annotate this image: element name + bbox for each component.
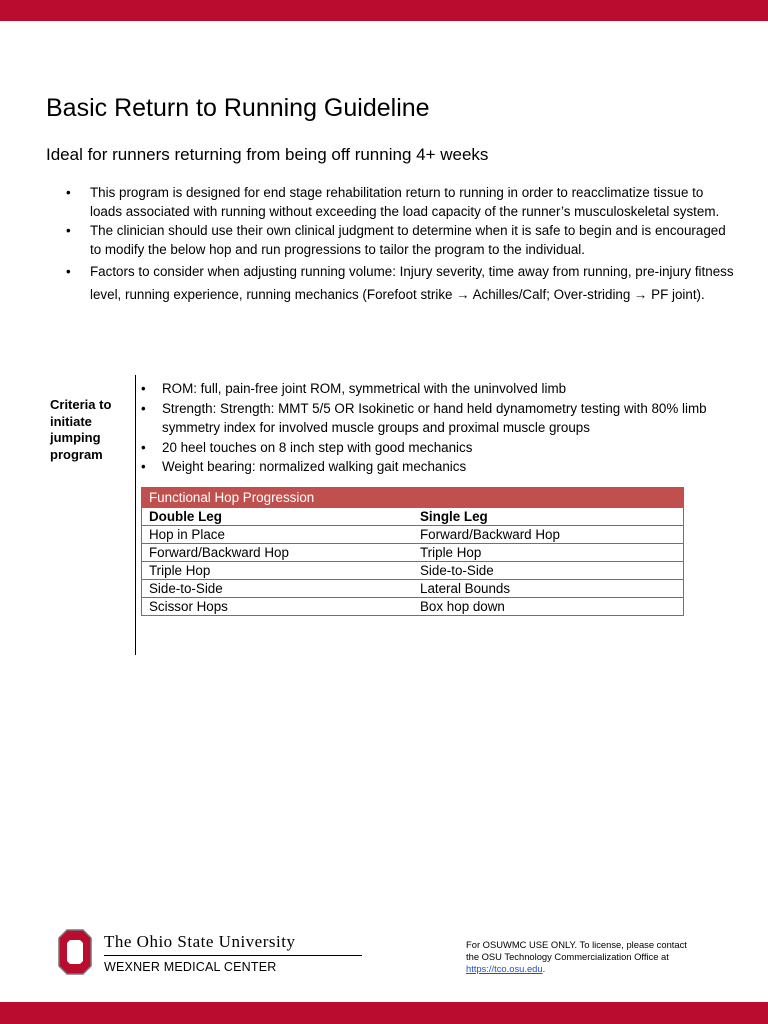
intro-bullet: • This program is designed for end stage rehabilitation return to running in order to reacclimatize tissue to loads associated with running without exceeding the load capacity of the runner’s musculoskeletal system. — [64, 184, 734, 221]
table-cell: Side-to-Side — [413, 562, 684, 580]
table-cell: Hop in Place — [142, 526, 414, 544]
table-title-row — [142, 488, 684, 508]
page-title: Basic Return to Running Guideline — [46, 94, 430, 122]
table-row — [142, 580, 684, 598]
criteria-item: • Weight bearing: normalized walking gait mechanics — [140, 457, 720, 477]
table-cell: Forward/Backward Hop — [413, 526, 684, 544]
top-brand-bar — [0, 0, 768, 21]
criteria-divider — [135, 375, 136, 655]
criteria-item: • 20 heel touches on 8 inch step with good mechanics — [140, 438, 720, 458]
intro-bullet-list — [64, 184, 734, 307]
block-o-logo-icon — [57, 928, 93, 976]
table-row — [142, 562, 684, 580]
university-name: The Ohio State University — [104, 932, 296, 951]
table-cell: Side-to-Side — [142, 580, 414, 598]
table-row — [142, 526, 684, 544]
criteria-label: Criteria to initiate jumping program — [50, 397, 112, 462]
table-row — [142, 544, 684, 562]
page-subtitle: Ideal for runners returning from being off running 4+ weeks — [46, 145, 489, 164]
table-cell: Triple Hop — [413, 544, 684, 562]
university-divider — [104, 955, 362, 956]
table-header-row — [142, 508, 684, 526]
license-notice — [466, 939, 696, 975]
license-end: . — [542, 963, 546, 974]
table-cell: Lateral Bounds — [413, 580, 684, 598]
table-title: Functional Hop Progression — [142, 488, 684, 508]
bottom-brand-bar — [0, 1002, 768, 1024]
medical-center-name: WEXNER MEDICAL CENTER — [104, 960, 277, 974]
license-text: For OSUWMC USE ONLY. To license, please contact the OSU Technology Commercialization Office at — [466, 939, 687, 962]
column-header-single-leg: Single Leg — [413, 508, 684, 526]
license-link[interactable]: https://tco.osu.edu — [466, 963, 543, 974]
criteria-list — [140, 379, 720, 477]
table-cell: Scissor Hops — [142, 598, 414, 616]
intro-bullet: • Factors to consider when adjusting running volume: Injury severity, time away from running, pre-injury fitness level, running experience, running mechanics (Forefoot strike → Achilles/Calf; Over-striding → PF joint). — [64, 260, 734, 306]
table-row — [142, 598, 684, 616]
functional-hop-table — [141, 487, 684, 616]
table-cell: Forward/Backward Hop — [142, 544, 414, 562]
column-header-double-leg: Double Leg — [142, 508, 414, 526]
table-cell: Box hop down — [413, 598, 684, 616]
intro-bullet: • The clinician should use their own clinical judgment to determine when it is safe to begin and is encouraged to modify the below hop and run progressions to tailor the program to the individual. — [64, 222, 734, 259]
table-cell: Triple Hop — [142, 562, 414, 580]
criteria-item: • Strength: Strength: MMT 5/5 OR Isokinetic or hand held dynamometry testing with 80% limb symmetry index for involved muscle groups and proximal muscle groups — [140, 399, 720, 438]
criteria-item: • ROM: full, pain-free joint ROM, symmetrical with the uninvolved limb — [140, 379, 720, 399]
